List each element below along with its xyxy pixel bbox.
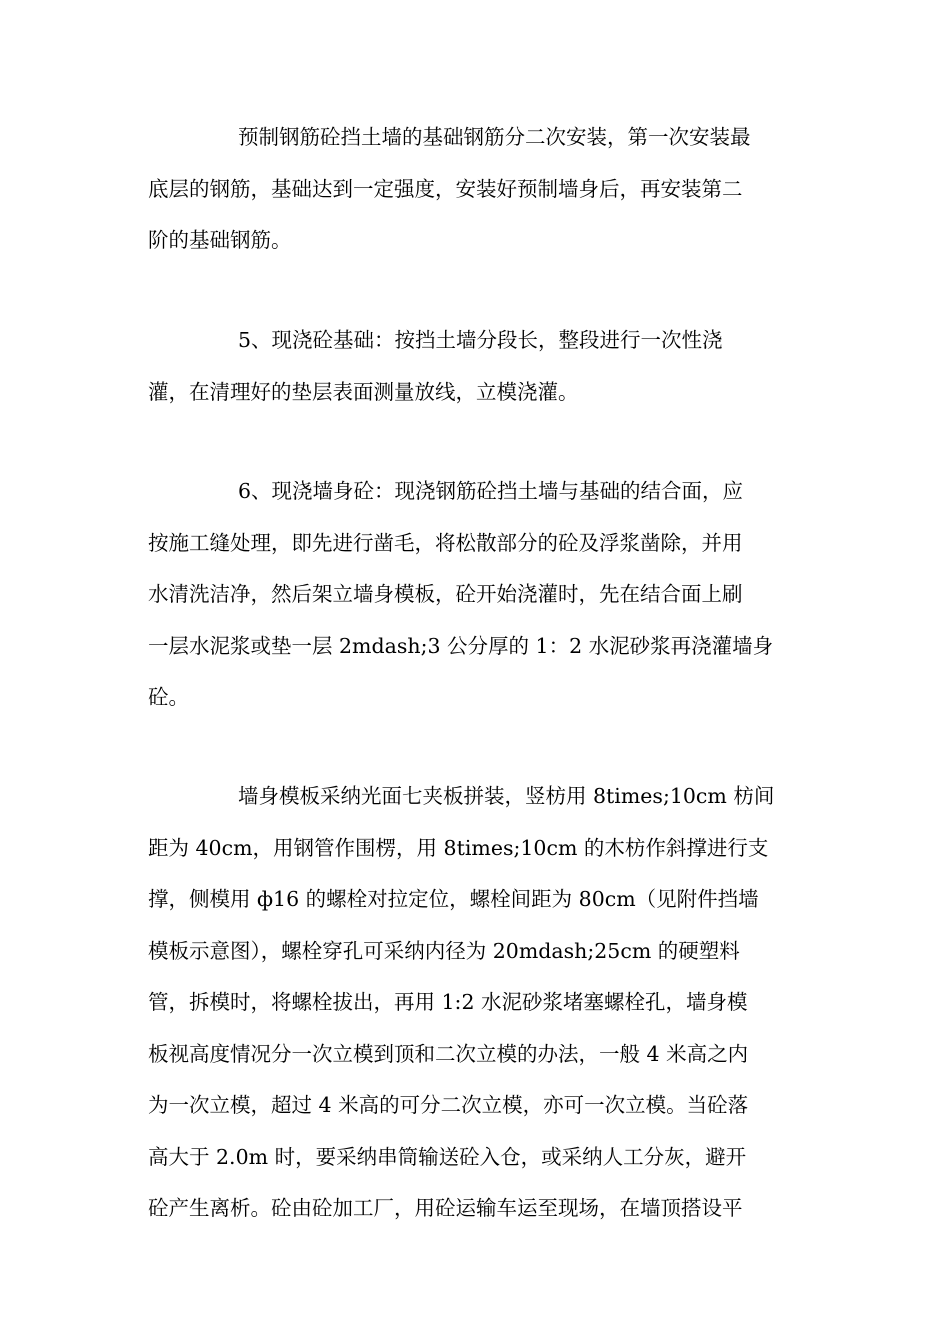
text-line: 板视高度情况分一次立模到顶和二次立模的办法，一般 4 米高之内: [148, 1041, 749, 1066]
text-line: 墙身模板采纳光面七夹板拼装，竖枋用 8times;10cm 枋间: [238, 784, 775, 808]
text-line: 灌，在清理好的垫层表面测量放线，立模浇灌。: [148, 379, 579, 404]
text-line: 砼产生离析。砼由砼加工厂，用砼运输车运至现场，在墙顶搭设平: [148, 1196, 743, 1220]
text-line: 底层的钢筋，基础达到一定强度，安装好预制墙身后，再安装第二: [148, 176, 743, 201]
paragraph-cast-wall-body: [148, 466, 798, 724]
text-line: 高大于 2.0m 时，要采纳串筒输送砼入仓，或采纳人工分灰，避开: [148, 1144, 747, 1169]
text-line: 砼。: [148, 685, 189, 709]
text-line: 一层水泥浆或垫一层 2mdash;3 公分厚的 1：2 水泥砂浆再浇灌墙身: [148, 633, 774, 658]
paragraph-rebar-installation: [148, 112, 798, 267]
text-line: 为一次立模，超过 4 米高的可分二次立模，亦可一次立模。当砼落: [148, 1093, 749, 1117]
paragraph-wall-formwork: [148, 771, 798, 1235]
text-line: 5、现浇砼基础：按挡土墙分段长，整段进行一次性浇: [238, 328, 723, 352]
text-line: 撑，侧模用 ф16 的螺栓对拉定位，螺栓间距为 80cm（见附件挡墙: [148, 887, 759, 911]
text-line: 管，拆模时，将螺栓拔出，再用 1:2 水泥砂浆堵塞螺栓孔，墙身模: [148, 990, 748, 1014]
text-line: 模板示意图），螺栓穿孔可采纳内径为 20mdash;25cm 的硬塑料: [148, 938, 740, 963]
paragraph-cast-foundation: [148, 315, 798, 418]
text-line: 6、现浇墙身砼：现浇钢筋砼挡土墙与基础的结合面，应: [238, 479, 744, 503]
text-line: 预制钢筋砼挡土墙的基础钢筋分二次安装，第一次安装最: [238, 125, 751, 149]
text-line: 阶的基础钢筋。: [148, 228, 292, 252]
text-line: 按施工缝处理，即先进行凿毛，将松散部分的砼及浮浆凿除，并用: [148, 530, 743, 555]
text-line: 距为 40cm，用钢管作围楞，用 8times;10cm 的木枋作斜撑进行支: [148, 835, 769, 860]
text-line: 水清洗洁净，然后架立墙身模板，砼开始浇灌时，先在结合面上刷: [148, 582, 743, 606]
